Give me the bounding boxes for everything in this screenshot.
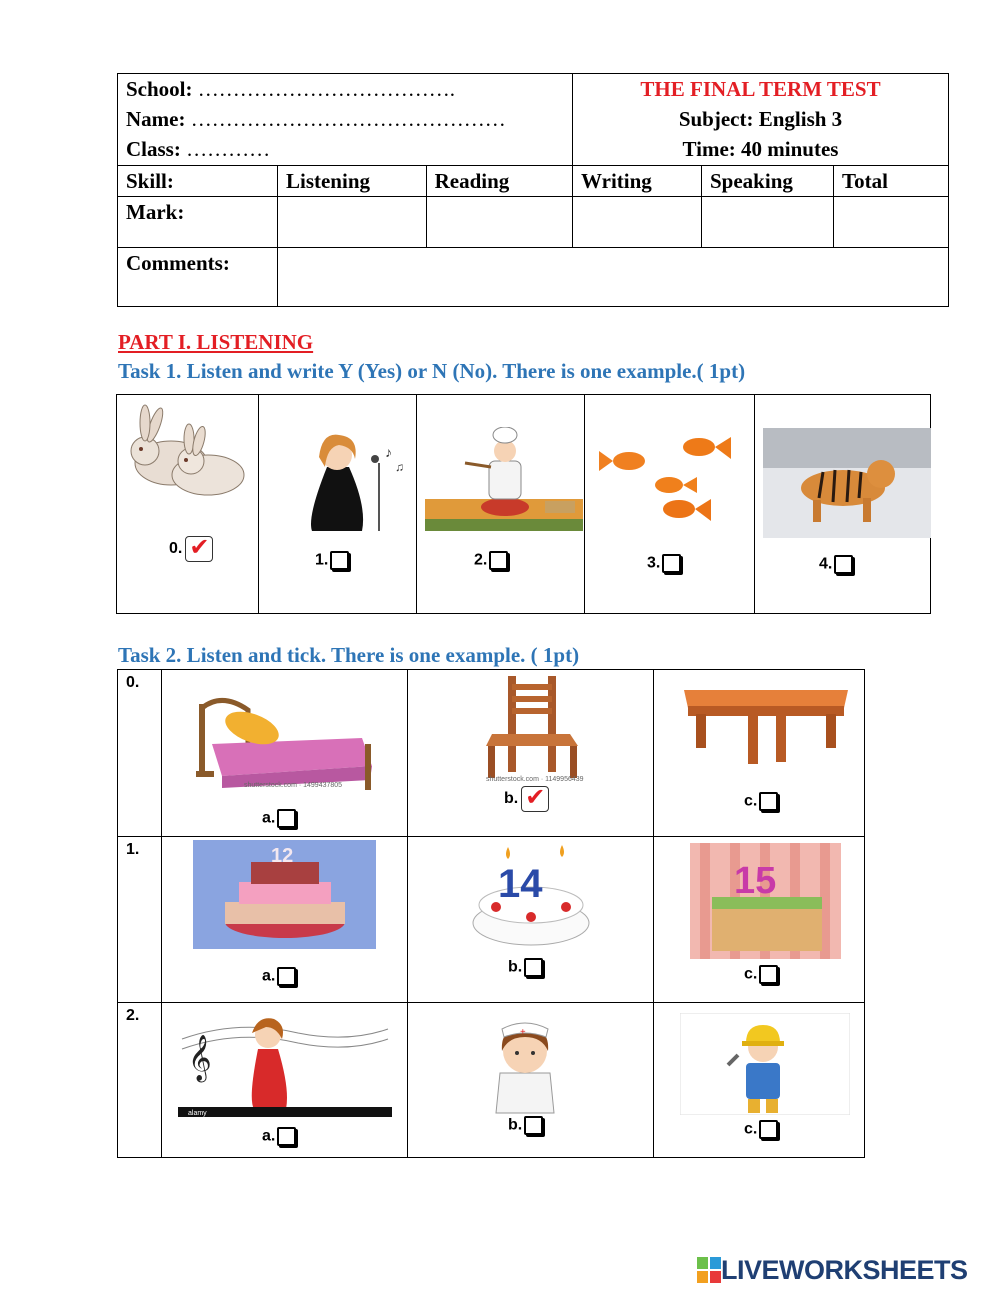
test-title: THE FINAL TERM TEST	[640, 77, 881, 101]
mark-reading-cell[interactable]	[426, 197, 572, 248]
task1-instruction: Task 1. Listen and write Y (Yes) or N (No). There is one example.( 1pt)	[118, 359, 746, 383]
skill-reading: Reading	[426, 166, 572, 197]
task2-row-0-option-c	[654, 670, 865, 837]
mark-speaking-cell[interactable]	[702, 197, 834, 248]
task2-row-0-number: 0.	[118, 670, 162, 837]
cake-14-picture	[466, 845, 596, 949]
skill-listening: Listening	[277, 166, 426, 197]
comments-label: Comments:	[118, 248, 278, 307]
check-mark-icon: ✔	[525, 783, 546, 811]
answer-checkbox[interactable]	[277, 809, 296, 828]
liveworksheets-logo[interactable]	[697, 1255, 968, 1285]
task2-row-2-option-a-answer: a.	[262, 1127, 296, 1146]
task1-table	[116, 394, 931, 614]
mark-total-cell[interactable]	[834, 197, 949, 248]
svg-text:♪: ♪	[385, 446, 392, 461]
task1-item-1-answer: 1.	[315, 551, 349, 570]
task1-item-0	[117, 395, 259, 614]
answer-checkbox[interactable]	[524, 1116, 543, 1135]
goldfish-picture	[599, 431, 739, 531]
name-field[interactable]: ………………………………………	[190, 107, 506, 131]
task2-row-1-number: 1.	[118, 837, 162, 1003]
cake-15-picture	[690, 843, 841, 959]
cake-14-number: 14	[498, 862, 543, 906]
name-label: Name:	[126, 107, 186, 131]
task1-item-4-answer: 4.	[819, 555, 853, 574]
time-text: Time: 40 minutes	[682, 137, 839, 161]
answer-checkbox[interactable]	[662, 554, 681, 573]
task1-item-3	[585, 395, 755, 614]
nurse-picture	[480, 1017, 570, 1115]
checked-checkbox[interactable]	[185, 533, 213, 562]
rabbits-picture	[123, 403, 253, 503]
chair-picture	[478, 674, 588, 780]
class-field[interactable]: …………	[186, 137, 271, 161]
cake-12-number: 12	[271, 845, 294, 867]
school-field[interactable]: ……………………………….	[197, 77, 456, 101]
skill-total: Total	[834, 166, 949, 197]
bed-picture	[192, 684, 378, 794]
task2-row-1-option-c	[654, 837, 865, 1003]
task1-item-0-answer: 0. ✔	[169, 536, 213, 562]
task2-row-1-option-b-answer: b.	[508, 958, 543, 977]
svg-text:𝄞: 𝄞	[188, 1035, 212, 1080]
answer-checkbox[interactable]	[759, 965, 778, 984]
task2-row-2-option-c-answer: c.	[744, 1120, 778, 1139]
school-label: School:	[126, 77, 193, 101]
table-picture	[680, 686, 852, 766]
task2-row-0-option-c-answer: c.	[744, 792, 778, 811]
task2-row-2-option-b	[408, 1003, 654, 1158]
task2-row-0-option-a-answer: a.	[262, 809, 296, 828]
bed-picture-caption: shutterstock.com · 1499437805	[244, 782, 343, 789]
answer-checkbox[interactable]	[834, 555, 853, 574]
builder-picture	[680, 1013, 850, 1115]
chair-picture-caption: shutterstock.com · 1149956439	[486, 776, 584, 783]
skill-label: Skill:	[118, 166, 278, 197]
task2-row-2-option-a	[162, 1003, 408, 1158]
subject-text: Subject: English 3	[678, 107, 843, 131]
singer-woman-picture	[178, 1009, 392, 1117]
answer-checkbox[interactable]	[524, 958, 543, 977]
answer-checkbox[interactable]	[759, 1120, 778, 1139]
header-table	[117, 73, 949, 307]
answer-checkbox[interactable]	[759, 792, 778, 811]
singer-picture	[267, 427, 413, 533]
mark-writing-cell[interactable]	[573, 197, 702, 248]
answer-checkbox[interactable]	[330, 551, 349, 570]
task2-row-1-option-a	[162, 837, 408, 1003]
task2-row-0-option-b	[408, 670, 654, 837]
answer-checkbox[interactable]	[277, 967, 296, 986]
task2-row-1-option-a-answer: a.	[262, 967, 296, 986]
cake-12-picture	[193, 840, 376, 949]
cake-15-number: 15	[734, 860, 777, 902]
student-info-cell	[118, 74, 573, 166]
check-mark-icon: ✔	[189, 533, 210, 561]
task1-item-1	[259, 395, 417, 614]
logo-text: LIVEWORKSHEETS	[721, 1254, 968, 1285]
mark-label: Mark:	[118, 197, 278, 248]
svg-text:♫: ♫	[395, 460, 404, 474]
task2-row-2-option-c	[654, 1003, 865, 1158]
task2-row-1-option-c-answer: c.	[744, 965, 778, 984]
cook-picture	[425, 427, 583, 531]
task2-row-0-option-a	[162, 670, 408, 837]
class-label: Class:	[126, 137, 181, 161]
task2-instruction: Task 2. Listen and tick. There is one example. ( 1pt)	[118, 643, 580, 667]
task1-item-2	[417, 395, 585, 614]
task1-item-3-answer: 3.	[647, 554, 681, 573]
task2-table	[117, 669, 865, 1158]
task2-row-1-option-b	[408, 837, 654, 1003]
mark-listening-cell[interactable]	[277, 197, 426, 248]
answer-checkbox[interactable]	[489, 551, 508, 570]
checked-checkbox[interactable]	[521, 783, 549, 812]
task2-row-0-option-b-answer: b. ✔	[504, 786, 549, 812]
tiger-picture	[763, 428, 931, 538]
skill-writing: Writing	[573, 166, 702, 197]
skill-speaking: Speaking	[702, 166, 834, 197]
part1-title: PART I. LISTENING	[118, 330, 314, 354]
task2-row-2-option-b-answer: b.	[508, 1116, 543, 1135]
task1-item-4	[755, 395, 931, 614]
liveworksheets-logo-icon	[697, 1257, 721, 1283]
task2-row-2-number: 2.	[118, 1003, 162, 1158]
alamy-watermark: alamy	[188, 1110, 207, 1117]
svg-text:+: +	[520, 1027, 526, 1038]
task1-item-2-answer: 2.	[474, 551, 508, 570]
answer-checkbox[interactable]	[277, 1127, 296, 1146]
comments-cell[interactable]	[277, 248, 948, 307]
test-info-cell	[573, 74, 949, 166]
